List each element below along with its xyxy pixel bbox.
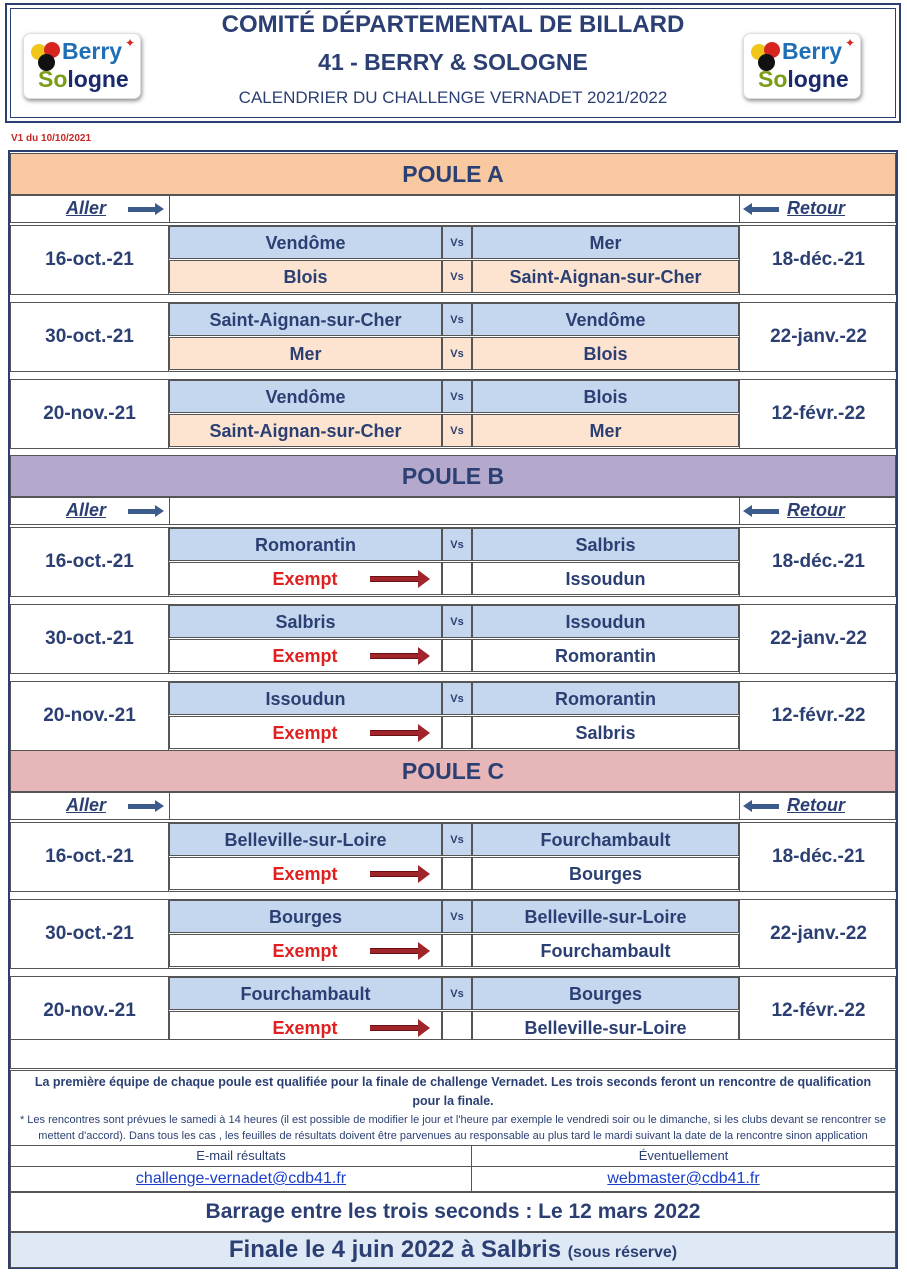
barrage-banner: Barrage entre les trois seconds : Le 12 mars 2022 — [10, 1192, 896, 1232]
exempt-team: Belleville-sur-Loire — [472, 1011, 739, 1044]
results-email-link[interactable]: challenge-vernadet@cdb41.fr — [135, 1170, 347, 1187]
away-team: Blois — [472, 337, 739, 370]
home-team: Salbris — [169, 605, 442, 638]
exempt-arrow-icon — [370, 867, 432, 881]
right-arrow-icon — [128, 204, 164, 214]
exempt-label: Exempt — [272, 1018, 338, 1038]
away-team: Mer — [472, 226, 739, 259]
vs-label: Vs — [442, 226, 472, 259]
match-round — [10, 681, 896, 751]
sparkle-icon: ✦ — [124, 36, 135, 50]
home-team: Mer — [169, 337, 442, 370]
right-arrow-icon — [128, 506, 164, 516]
header-box — [5, 3, 901, 123]
home-team: Bourges — [169, 900, 442, 933]
aller-label: Aller — [66, 795, 107, 815]
finale-banner — [10, 1232, 896, 1268]
exempt-cell — [169, 934, 442, 967]
match-round — [10, 899, 896, 969]
retour-date: 22-janv.-22 — [739, 303, 897, 371]
exempt-team: Bourges — [472, 857, 739, 890]
home-team: Vendôme — [169, 380, 442, 413]
vs-label: Vs — [442, 260, 472, 293]
exempt-team: Fourchambault — [472, 934, 739, 967]
left-arrow-icon — [743, 801, 779, 811]
exempt-arrow-icon — [370, 944, 432, 958]
logo-word-berry: Berry — [782, 38, 843, 64]
aller-retour-row — [10, 497, 896, 525]
retour-date: 12-févr.-22 — [739, 380, 897, 448]
aller-label: Aller — [66, 198, 107, 218]
match-round — [10, 822, 896, 892]
exempt-cell — [169, 639, 442, 672]
schedule-note: * Les rencontres sont prévues le samedi à 14 heures (il est possible de modifier le jour et l'heure par exemple le vendredi soir ou le dimanche, si les clubs devant se rencontrer se mettent d'accord). Dans tous les cas , les feuilles de résultats doivent être parvenues au responsable au plus tard le mardi suivant la date de la rencontre sinon application — [19, 1114, 887, 1142]
away-team: Vendôme — [472, 303, 739, 336]
poule-title-band: POULE B — [10, 455, 896, 497]
region-title: 41 - BERRY & SOLOGNE — [318, 49, 588, 75]
exempt-team: Romorantin — [472, 639, 739, 672]
logo-right — [743, 33, 861, 99]
home-team: Saint-Aignan-sur-Cher — [169, 303, 442, 336]
left-arrow-icon — [743, 204, 779, 214]
match-round — [10, 225, 896, 295]
retour-date: 22-janv.-22 — [739, 605, 897, 673]
contacts-row — [10, 1145, 896, 1192]
away-team: Saint-Aignan-sur-Cher — [472, 260, 739, 293]
exempt-team: Salbris — [472, 716, 739, 749]
retour-date: 18-déc.-21 — [739, 528, 897, 596]
away-team: Bourges — [472, 977, 739, 1010]
calendar-title: CALENDRIER DU CHALLENGE VERNADET 2021/2022 — [238, 88, 668, 107]
logo-left — [23, 33, 141, 99]
exempt-label: Exempt — [272, 941, 338, 961]
vs-label: Vs — [442, 605, 472, 638]
qualification-note: La première équipe de chaque poule est qualifiée pour la finale de challenge Vernadet. Les trois seconds feront un rencontre de qualification pour la finale. — [34, 1075, 872, 1108]
rules-note — [10, 1070, 896, 1146]
left-arrow-icon — [743, 506, 779, 516]
vs-label: Vs — [442, 337, 472, 370]
match-round — [10, 379, 896, 449]
vs-empty — [442, 562, 472, 595]
home-team: Vendôme — [169, 226, 442, 259]
retour-date: 18-déc.-21 — [739, 226, 897, 294]
exempt-arrow-icon — [370, 1021, 432, 1035]
exempt-label: Exempt — [272, 646, 338, 666]
exempt-cell — [169, 716, 442, 749]
version-label: V1 du 10/10/2021 — [11, 133, 92, 144]
retour-date: 22-janv.-22 — [739, 900, 897, 968]
away-team: Blois — [472, 380, 739, 413]
aller-date: 20-nov.-21 — [11, 682, 169, 750]
home-team: Belleville-sur-Loire — [169, 823, 442, 856]
home-team: Blois — [169, 260, 442, 293]
vs-empty — [442, 716, 472, 749]
logo-word-sologne: Sologne — [758, 66, 849, 92]
webmaster-email-link[interactable]: webmaster@cdb41.fr — [607, 1170, 760, 1187]
exempt-arrow-icon — [370, 572, 432, 586]
home-team: Romorantin — [169, 528, 442, 561]
match-round — [10, 976, 896, 1046]
retour-date: 12-févr.-22 — [739, 682, 897, 750]
vs-empty — [442, 934, 472, 967]
away-team: Romorantin — [472, 682, 739, 715]
aller-date: 16-oct.-21 — [11, 823, 169, 891]
retour-date: 18-déc.-21 — [739, 823, 897, 891]
divider — [739, 498, 740, 524]
aller-date: 30-oct.-21 — [11, 605, 169, 673]
home-team: Issoudun — [169, 682, 442, 715]
retour-label: Retour — [787, 500, 845, 520]
committee-title: COMITÉ DÉPARTEMENTAL DE BILLARD — [221, 11, 685, 38]
vs-label: Vs — [442, 823, 472, 856]
vs-empty — [442, 639, 472, 672]
match-round — [10, 604, 896, 674]
exempt-label: Exempt — [272, 864, 338, 884]
exempt-arrow-icon — [370, 649, 432, 663]
right-arrow-icon — [128, 801, 164, 811]
divider — [169, 498, 170, 524]
exempt-label: Exempt — [272, 569, 338, 589]
away-team: Fourchambault — [472, 823, 739, 856]
home-team: Saint-Aignan-sur-Cher — [169, 414, 442, 447]
contact-webmaster — [472, 1146, 895, 1191]
home-team: Fourchambault — [169, 977, 442, 1010]
divider — [169, 196, 170, 222]
aller-date: 20-nov.-21 — [11, 380, 169, 448]
match-round — [10, 302, 896, 372]
away-team: Belleville-sur-Loire — [472, 900, 739, 933]
exempt-cell — [169, 857, 442, 890]
contact-results — [11, 1146, 472, 1191]
match-round — [10, 527, 896, 597]
exempt-arrow-icon — [370, 726, 432, 740]
aller-date: 20-nov.-21 — [11, 977, 169, 1045]
retour-label: Retour — [787, 198, 845, 218]
contact-results-label: E-mail résultats — [11, 1146, 471, 1167]
finale-note: (sous réserve) — [567, 1244, 678, 1261]
aller-retour-row — [10, 792, 896, 820]
retour-label: Retour — [787, 795, 845, 815]
vs-label: Vs — [442, 900, 472, 933]
blank-row — [10, 1039, 896, 1069]
retour-date: 12-févr.-22 — [739, 977, 897, 1045]
vs-label: Vs — [442, 380, 472, 413]
divider — [739, 196, 740, 222]
sparkle-icon: ✦ — [844, 36, 855, 50]
aller-date: 30-oct.-21 — [11, 303, 169, 371]
finale-text: Finale le 4 juin 2022 à Salbris — [228, 1236, 562, 1263]
aller-date: 30-oct.-21 — [11, 900, 169, 968]
vs-label: Vs — [442, 528, 472, 561]
exempt-label: Exempt — [272, 723, 338, 743]
logo-word-berry: Berry — [62, 38, 123, 64]
vs-label: Vs — [442, 303, 472, 336]
poule-title-band: POULE A — [10, 153, 896, 195]
logo-word-sologne: Sologne — [38, 66, 129, 92]
contact-webmaster-label: Éventuellement — [472, 1146, 895, 1167]
vs-label: Vs — [442, 682, 472, 715]
away-team: Mer — [472, 414, 739, 447]
away-team: Issoudun — [472, 605, 739, 638]
exempt-team: Issoudun — [472, 562, 739, 595]
aller-retour-row — [10, 195, 896, 223]
vs-empty — [442, 857, 472, 890]
poule-title-band: POULE C — [10, 750, 896, 792]
vs-label: Vs — [442, 977, 472, 1010]
aller-date: 16-oct.-21 — [11, 226, 169, 294]
divider — [169, 793, 170, 819]
vs-label: Vs — [442, 414, 472, 447]
divider — [739, 793, 740, 819]
aller-label: Aller — [66, 500, 107, 520]
aller-date: 16-oct.-21 — [11, 528, 169, 596]
exempt-cell — [169, 562, 442, 595]
away-team: Salbris — [472, 528, 739, 561]
